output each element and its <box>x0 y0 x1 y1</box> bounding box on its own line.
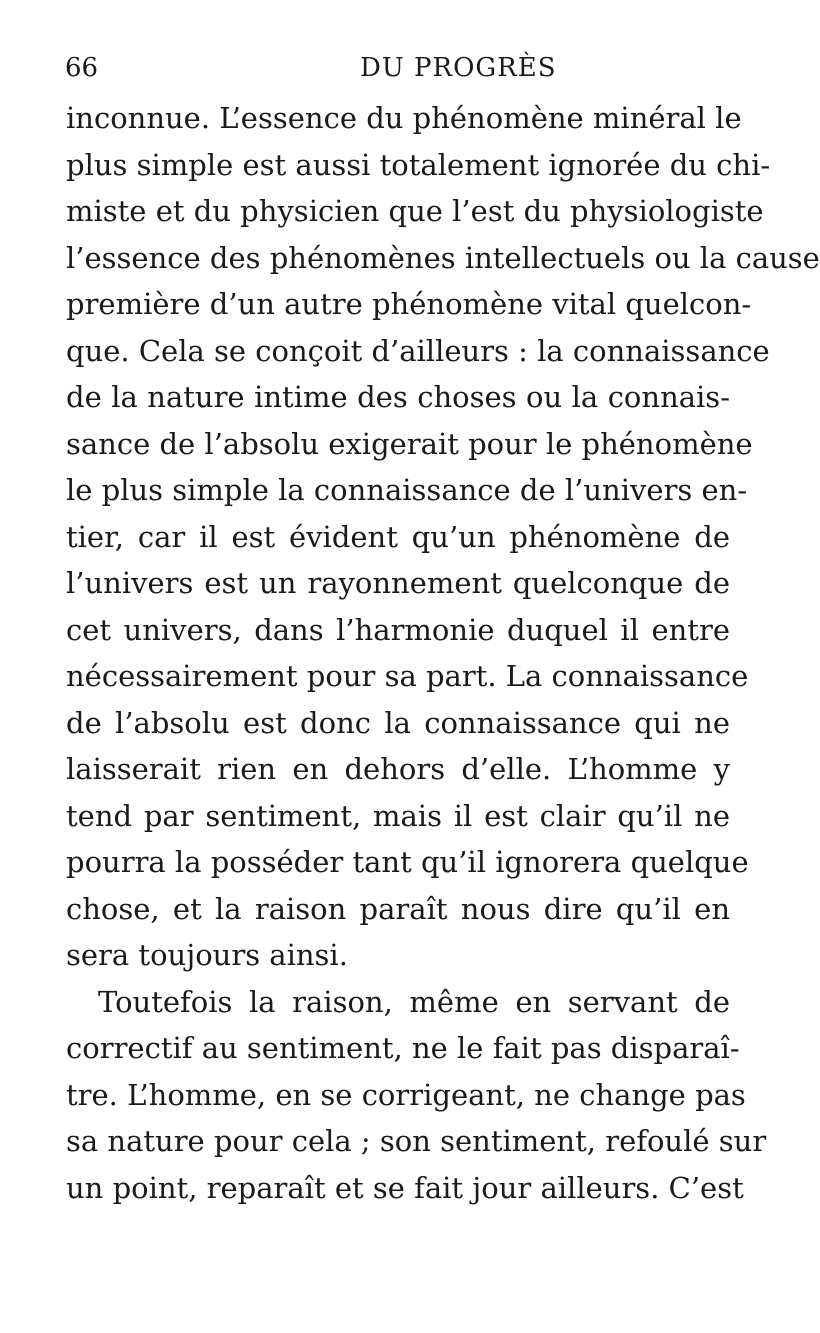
text-line: nécessairement pour sa part. La connaissance <box>66 659 749 693</box>
text-line: première d’un autre phénomène vital quelcon- <box>66 287 752 321</box>
text-line: tend par sentiment, mais il est clair qu’il ne <box>66 798 730 833</box>
paragraph-end-line: sera toujours ainsi. <box>66 938 348 972</box>
text-line: laisserait rien en dehors d’elle. L’homme y <box>66 752 730 786</box>
text-line: inconnue. L’essence du phénomène minéral le <box>66 101 742 135</box>
text-line: sance de l’absolu exigerait pour le phénomène <box>66 426 753 461</box>
running-title: DU PROGRÈS <box>360 53 557 83</box>
running-head <box>65 48 725 88</box>
text-line: correctif au sentiment, ne le fait pas disparaî- <box>66 1031 740 1065</box>
text-line: sa nature pour cela ; son sentiment, refoulé sur <box>66 1124 767 1158</box>
text-line: de l’absolu est donc la connaissance qui ne <box>66 705 730 740</box>
body-text <box>66 95 820 1211</box>
text-line: l’univers est un rayonnement quelconque de <box>66 566 730 600</box>
text-line: l’essence des phénomènes intellectuels ou la cause <box>66 240 820 275</box>
text-line: tier, car il est évident qu’un phénomène de <box>66 519 730 554</box>
text-line: cet univers, dans l’harmonie duquel il entre <box>66 612 730 647</box>
text-line: que. Cela se conçoit d’ailleurs : la connaissance <box>66 333 770 368</box>
page-number: 66 <box>65 53 99 83</box>
text-line: miste et du physicien que l’est du physiologiste <box>66 194 764 228</box>
text-line: plus simple est aussi totalement ignorée du chi- <box>66 147 771 182</box>
text-line: de la nature intime des choses ou la connais- <box>66 380 730 414</box>
paragraph-start-line: Toutefois la raison, même en servant de <box>98 984 730 1019</box>
text-line: le plus simple la connaissance de l’univers en- <box>66 473 748 507</box>
text-line: un point, reparaît et se fait jour ailleurs. C’est <box>66 1170 744 1205</box>
text-line: tre. L’homme, en se corrigeant, ne change pas <box>66 1077 746 1112</box>
text-line: chose, et la raison paraît nous dire qu’il en <box>66 891 730 926</box>
text-line: pourra la posséder tant qu’il ignorera quelque <box>66 845 749 879</box>
